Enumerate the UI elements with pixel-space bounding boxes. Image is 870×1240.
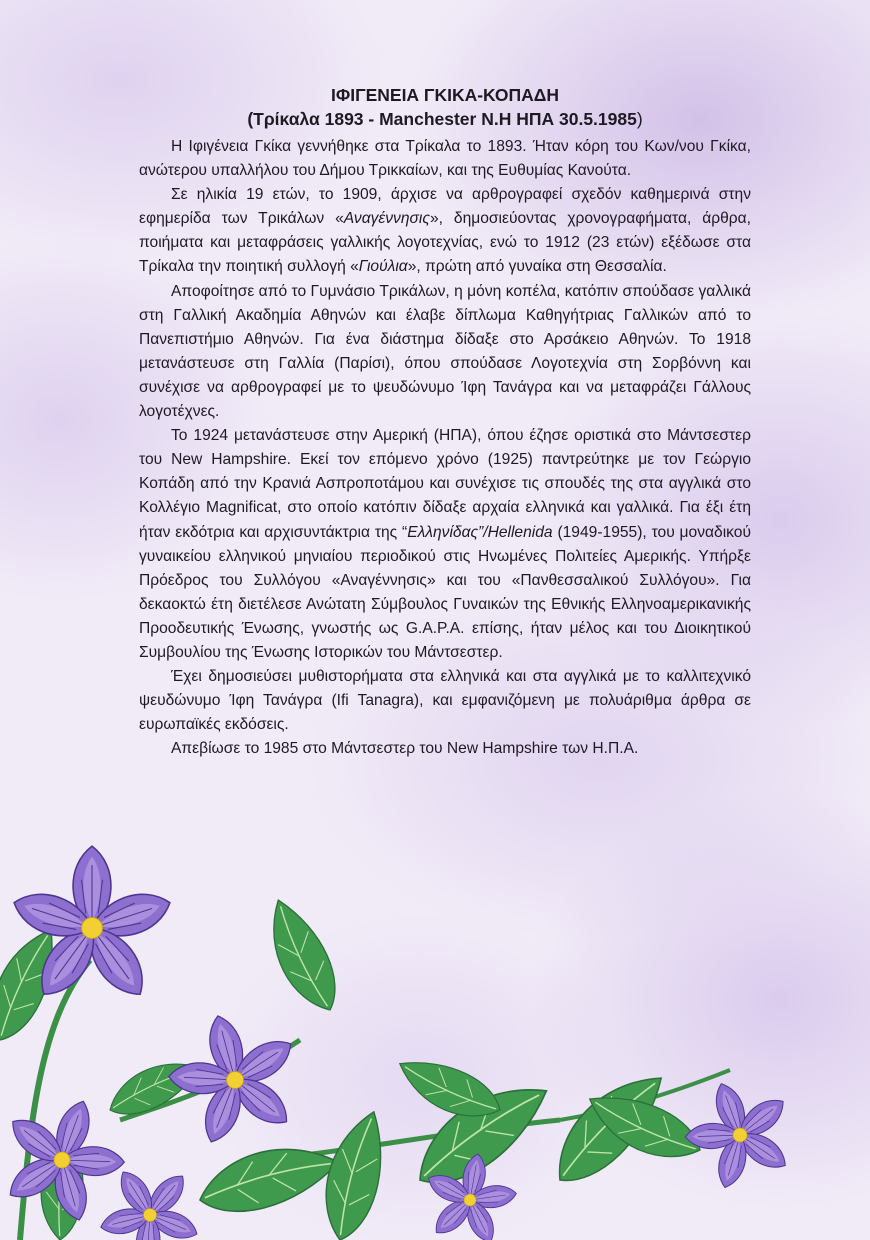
newspaper-title: Αναγέννησις: [343, 210, 430, 228]
paragraph-america: [139, 424, 751, 665]
text-run: », πρώτη από γυναίκα στη Θεσσαλία.: [407, 258, 667, 276]
subtitle-dates: (Τρίκαλα 1893 - Manchester N.H ΗΠΑ 30.5.1985: [247, 109, 637, 129]
text-run: », δημοσιεύοντας χρονογραφήματα, άρθρα, ποιήματα και μεταφράσεις γαλλικής λογοτεχνίας, ενώ το 1912 (23 ετών) εξέδωσε στα Τρίκαλα την ποιητική συλλογή «: [139, 210, 751, 276]
subtitle-closing: ): [636, 109, 643, 129]
document-body: [139, 84, 751, 761]
paragraph-education: Αποφοίτησε από το Γυμνάσιο Τρικάλων, η μόνη κοπέλα, κατόπιν σπούδασε γαλλικά στη Γαλλική Ακαδημία Αθηνών και έλαβε δίπλωμα Καθηγήτριας Γαλλικών από το Πανεπιστήμιο Αθηνών. Για ένα διάστημα δίδαξε στο Αρσάκειο Αθηνών. Το 1918 μετανάστευσε στη Γαλλία (Παρίσι), όπου σπούδασε Λογοτεχνία στη Σορβόννη και συνέχισε να αρθρογραφεί με το ψευδώνυμο Ίφη Τανάγρα και να μεταφράζει Γάλλους λογοτέχνες.: [139, 282, 751, 421]
paragraph-early-writing: [139, 183, 751, 279]
paragraph-death: Απεβίωσε το 1985 στο Μάντσεστερ του New Hampshire των Η.Π.Α.: [171, 740, 639, 758]
text-run: Το 1924 μετανάστευσε στην Αμερική (ΗΠΑ), όπου έζησε οριστικά στο Μάντσεστερ του New Hampshire. Εκεί τον επόμενο χρόνο (1925) παντρεύτηκε με τον Γεώργιο Κοπάδη από την Κρανιά Ασπροποτάμου και συνέχισε τις σπουδές της στα αγγλικά στο Κολλέγιο Magnificat, στο οποίο κατόπιν δίδαξε αρχαία ελληνικά και γαλλικά. Για έξι έτη ήταν εκδότρια και αρχισυντάκτρια της “: [139, 427, 751, 541]
periodical-title: Ελληνίδας”/Hellenida: [407, 523, 553, 541]
poetry-collection-title: Γιούλια: [358, 258, 408, 276]
text-run: Σε ηλικία 19 ετών, το 1909, άρχισε να αρθρογραφεί σχεδόν καθημερινά στην εφημερίδα των Τρικάλων «: [139, 186, 751, 228]
text-run: (1949-1955), του μοναδικού γυναικείου ελληνικού μηνιαίου περιοδικού στις Ηνωμένες Πολιτείες Αμερικής. Υπήρξε Πρόεδρος του Συλλόγου «Αναγέννησις» και του «Πανθεσσαλικού Συλλόγου». Για δεκαοκτώ έτη διετέλεσε Ανώτατη Σύμβουλος Γυναικών της Εθνικής Ελληνοαμερικανικής Προοδευτικής Ένωσης, γνωστής ως G.A.P.A. επίσης, ήταν μέλος και του Διοικητικού Συμβουλίου της Ένωσης Ιστορικών του Μάντσεστερ.: [139, 523, 751, 661]
violet-blossoms: [0, 846, 810, 1240]
paragraph-publications: Έχει δημοσιεύσει μυθιστορήματα στα ελληνικά και στα αγγλικά με το καλλιτεχνικό ψευδώνυμο Ίφη Τανάγρα (Ifi Tanagra), και εμφανιζόμενη με πολυάριθμα άρθρα σε ευρωπαϊκές εκδόσεις.: [139, 668, 751, 734]
page-subtitle: [139, 107, 751, 131]
paragraph-birth: Η Ιφιγένεια Γκίκα γεννήθηκε στα Τρίκαλα το 1893. Ήταν κόρη του Κων/νου Γκίκα, ανώτερου υπαλλήλου του Δήμου Τρικκαίων, και της Ευθυμίας Κανούτα.: [139, 138, 751, 180]
page-title: ΙΦΙΓΕΝΕΙΑ ΓΚΙΚΑ-ΚΟΠΑΔΗ: [330, 85, 559, 105]
